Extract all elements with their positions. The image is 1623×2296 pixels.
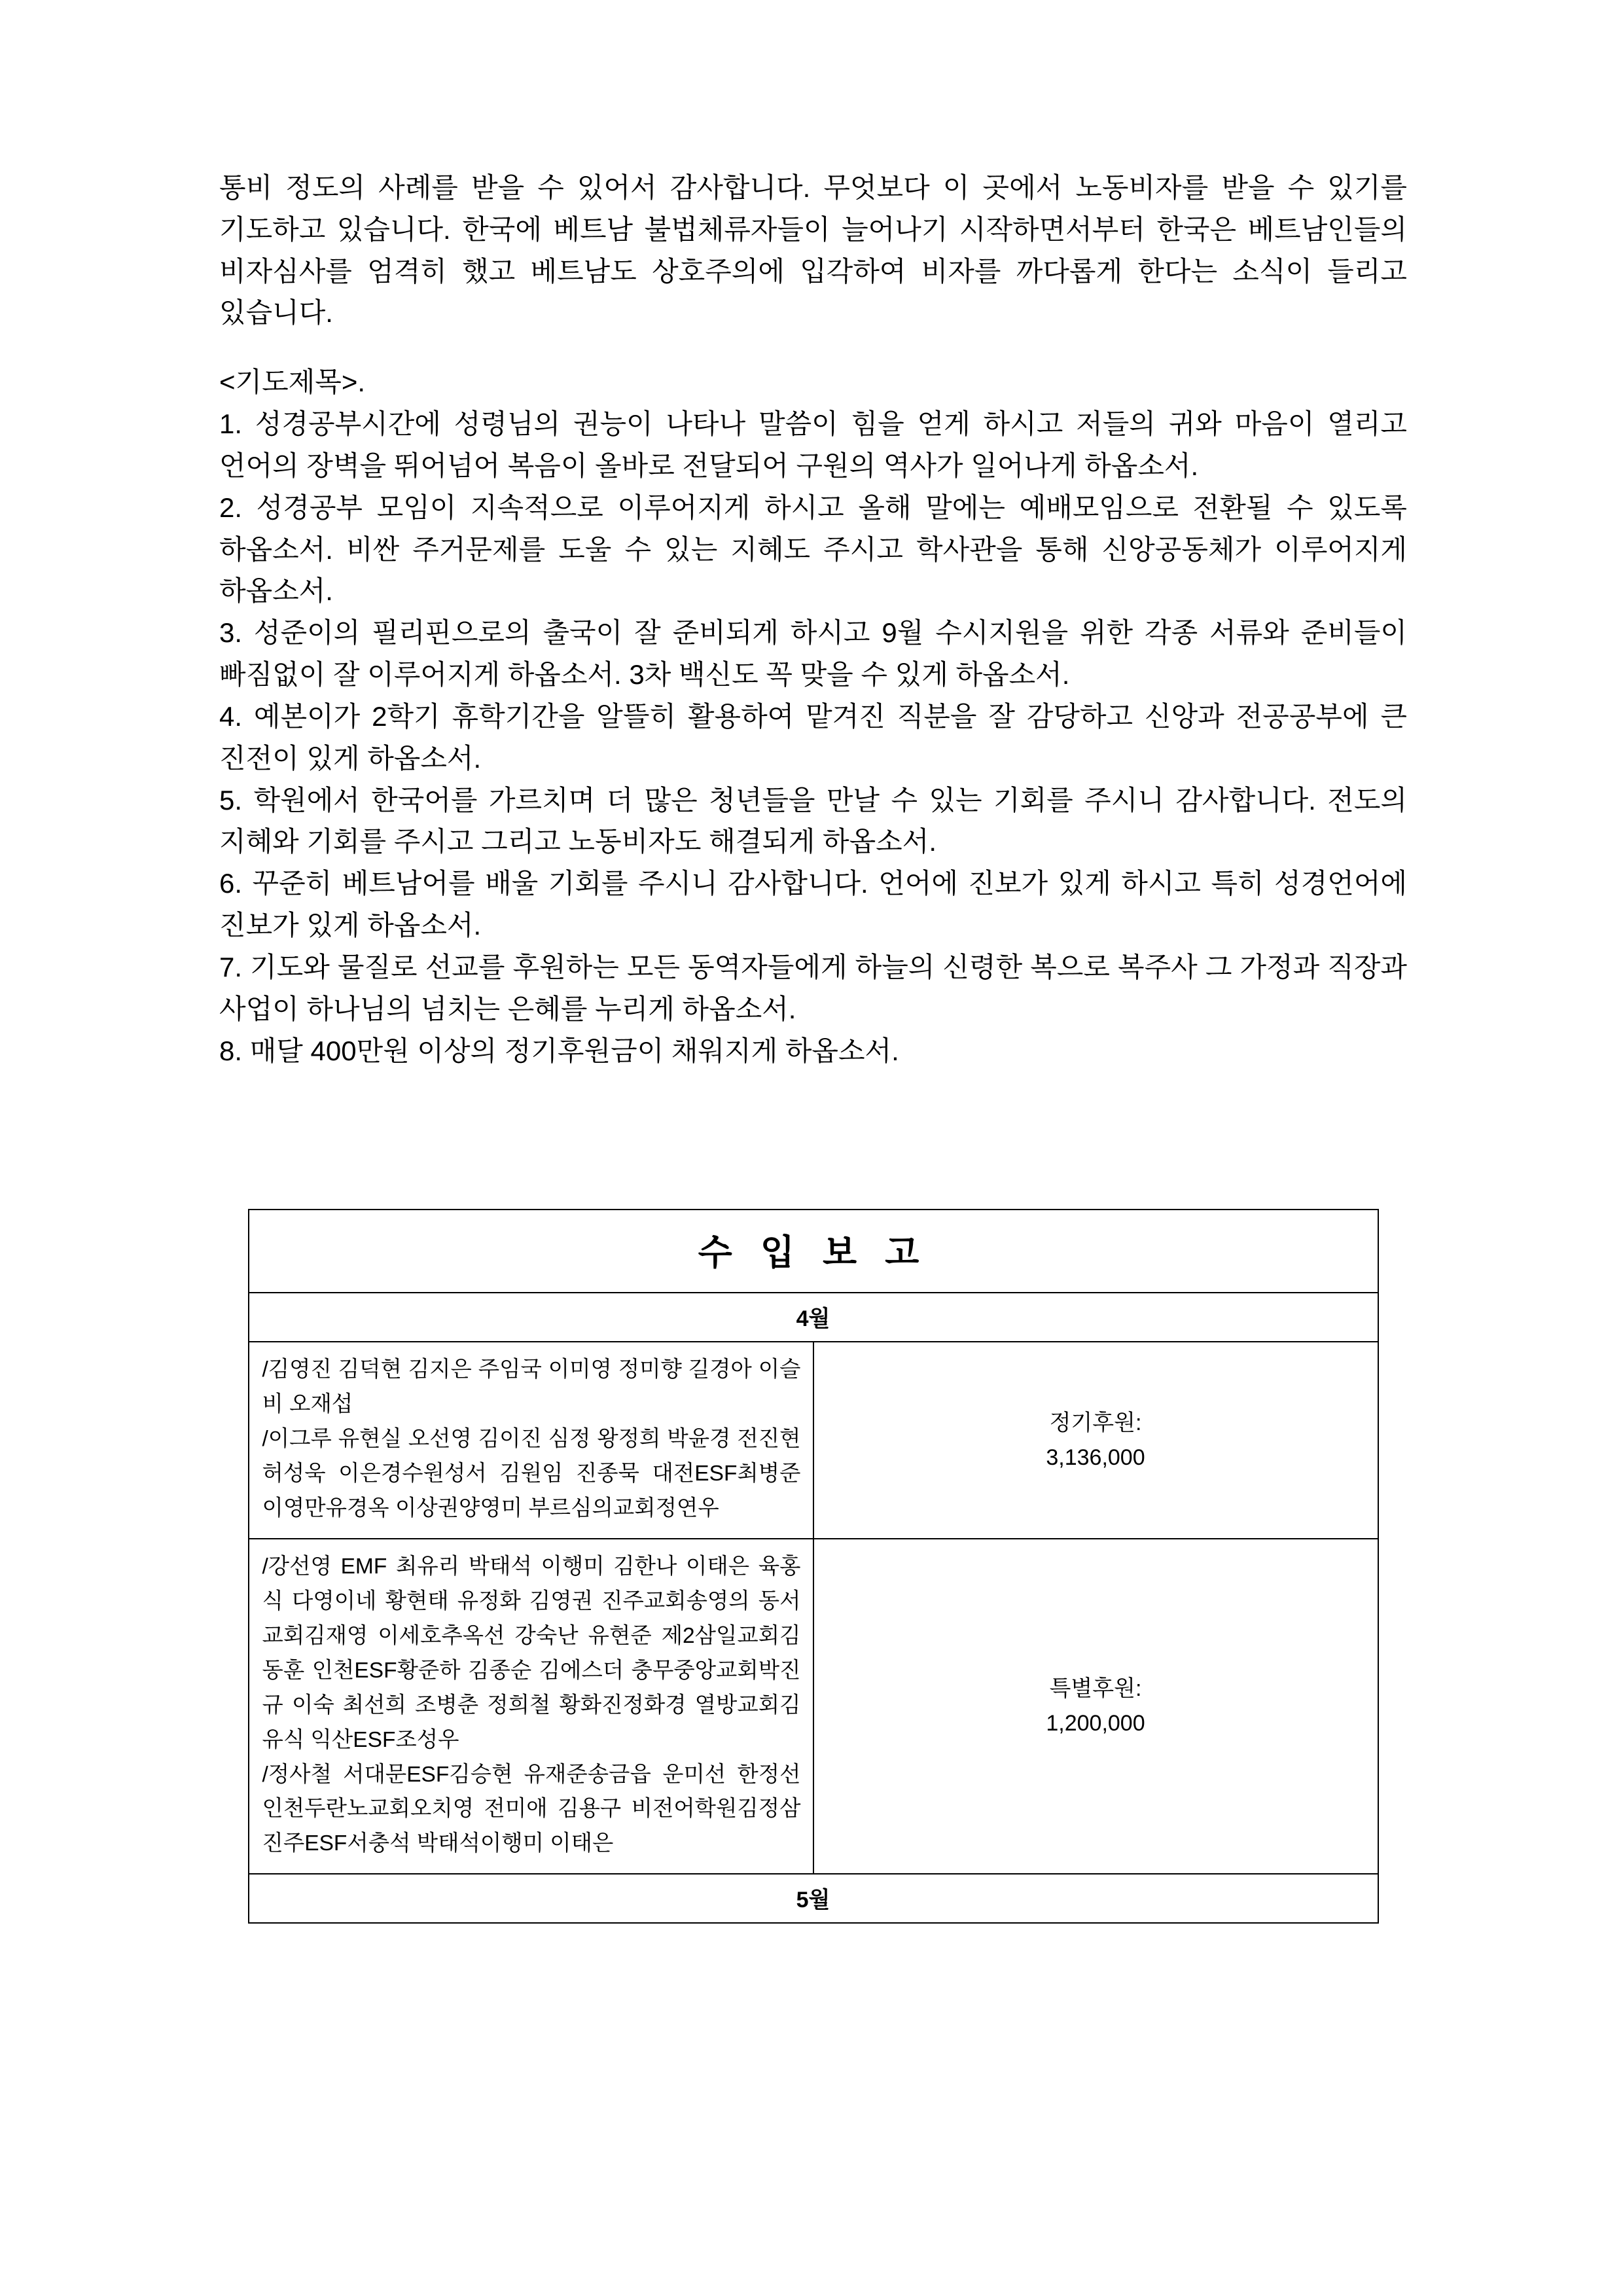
table-title: 수 입 보 고 <box>249 1210 1378 1293</box>
amount-value: 1,200,000 <box>1046 1711 1145 1736</box>
donor-names-line: /김영진 김덕현 김지은 주임국 이미영 정미향 길경아 이슬비 오재섭 <box>262 1357 801 1417</box>
table-row <box>249 1539 1378 1874</box>
income-report-table <box>248 1209 1379 1924</box>
month-label-may: 5월 <box>249 1874 1378 1923</box>
donor-names-line: /정사철 서대문ESF김승현 유재준송금읍 운미선 한정선 인천두란노교회오치영 전미애 김용구 비전어학원김정삼 진주ESF서충석 박태석이행미 이태은 <box>262 1762 801 1856</box>
prayer-item-1: 1. 성경공부시간에 성령님의 권능이 나타나 말씀이 힘을 얻게 하시고 저들의 귀와 마음이 열리고 언어의 장벽을 뛰어넘어 복음이 올바로 전달되어 구원의 역사가 일어나게 하옵소서. <box>219 408 1407 481</box>
amount-label: 정기후원: <box>1049 1410 1142 1435</box>
table-month-row-first <box>249 1293 1378 1342</box>
table-month-row-last <box>249 1874 1378 1923</box>
amount-value: 3,136,000 <box>1046 1444 1145 1470</box>
donor-names-regular <box>249 1342 813 1539</box>
month-label-april: 4월 <box>249 1293 1378 1342</box>
prayer-item-2: 2. 성경공부 모임이 지속적으로 이루어지게 하시고 올해 말에는 예배모임으로 전환될 수 있도록 하옵소서. 비싼 주거문제를 도울 수 있는 지혜도 주시고 학사관을 통해 신앙공동체가 이루어지게 하옵소서. <box>219 492 1407 607</box>
prayer-item-6: 6. 꾸준히 베트남어를 배울 기회를 주시니 감사합니다. 언어에 진보가 있게 하시고 특히 성경언어에 진보가 있게 하옵소서. <box>219 868 1407 941</box>
donor-names-line: /이그루 유현실 오선영 김이진 심정 왕정희 박윤경 전진현 허성욱 이은경수원성서 김원임 진종묵 대전ESF최병준 이영만유경옥 이상권양영미 부르심의교회정연우 <box>262 1427 801 1521</box>
prayer-item-8: 8. 매달 400만원 이상의 정기후원금이 채워지게 하옵소서. <box>219 1035 899 1066</box>
amount-label: 특별후원: <box>1049 1676 1142 1702</box>
donor-names-line: /강선영 EMF 최유리 박태석 이행미 김한나 이태은 육홍식 다영이네 황현태 유정화 김영권 진주교회송영의 동서교회김재영 이세호추옥선 강숙난 유현준 제2삼일교회김동훈 인천ESF황준하 김종순 김에스더 충무중앙교회박진규 이숙 최선희 조병춘 정희철 황화진정화경 열방교회김유식 익산ESF조성우 <box>262 1554 801 1752</box>
amount-special <box>813 1539 1378 1874</box>
prayer-item-4: 4. 예본이가 2학기 휴학기간을 알뜰히 활용하여 맡겨진 직분을 잘 감당하고 신앙과 전공공부에 큰 진전이 있게 하옵소서. <box>219 700 1407 774</box>
prayer-item-5: 5. 학원에서 한국어를 가르치며 더 많은 청년들을 만날 수 있는 기회를 주시니 감사합니다. 전도의 지혜와 기회를 주시고 그리고 노동비자도 해결되게 하옵소서. <box>219 784 1407 857</box>
table-title-row <box>249 1210 1378 1293</box>
spacer <box>219 1071 1407 1209</box>
table-row <box>249 1342 1378 1539</box>
prayer-item-7: 7. 기도와 물질로 선교를 후원하는 모든 동역자들에게 하늘의 신령한 복으로 복주사 그 가정과 직장과 사업이 하나님의 넘치는 은혜를 누리게 하옵소서. <box>219 951 1407 1024</box>
donor-names-special <box>249 1539 813 1874</box>
intro-paragraph: 통비 정도의 사례를 받을 수 있어서 감사합니다. 무엇보다 이 곳에서 노동비자를 받을 수 있기를 기도하고 있습니다. 한국에 베트남 불법체류자들이 늘어나기 시작하면서부터 한국은 베트남인들의 비자심사를 엄격히 했고 베트남도 상호주의에 입각하여 비자를 까다롭게 한다는 소식이 들리고 있습니다. <box>219 172 1407 329</box>
prayer-item-3: 3. 성준이의 필리핀으로의 출국이 잘 준비되게 하시고 9월 수시지원을 위한 각종 서류와 준비들이 빠짐없이 잘 이루어지게 하옵소서. 3차 백신도 꼭 맞을 수 있게 하옵소서. <box>219 617 1407 691</box>
amount-regular <box>813 1342 1378 1539</box>
body-text-block <box>219 167 1407 1071</box>
prayer-heading: <기도제목>. <box>219 367 366 398</box>
